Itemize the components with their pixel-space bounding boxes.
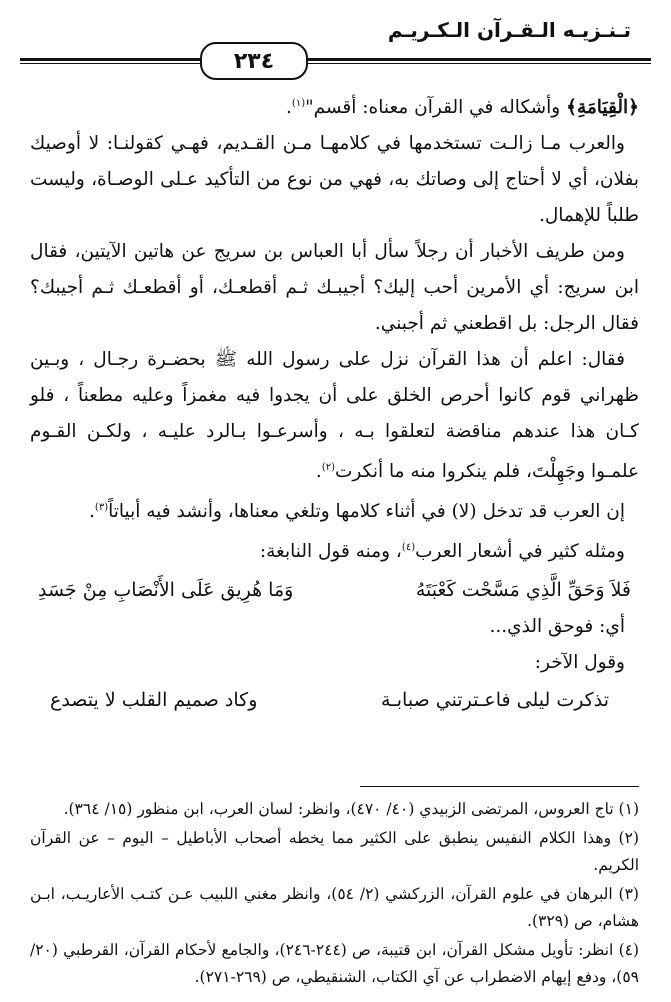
quran-word: ﴿الْقِيَامَةِ﴾: [566, 97, 639, 119]
verse-2: [30, 681, 639, 719]
paragraph-1-text: وأشكاله في القرآن معناه: أقسم": [305, 97, 567, 119]
footnote-separator: [360, 786, 639, 787]
footnote-ref-1: (١): [291, 98, 306, 109]
running-header-title: تـنـزيـه الـقـرآن الـكـريـم: [387, 18, 631, 42]
header-rule-thick: [20, 58, 651, 61]
footnote-2: (٢) وهذا الكلام النفيس ينطبق على الكثير مما يخطه أصحاب الأباطيل – اليوم – عن القرآن الكريم.: [30, 829, 639, 874]
verse-2-first-hemistich: تذكرت ليلى فاعـترتني صبابـة: [381, 688, 609, 711]
paragraph-4-end: .: [315, 461, 322, 483]
paragraph-3: ومن طريف الأخبار أن رجلاً سأل أبا العباس بن سريج عن هاتين الآيتين، فقال ابن سريج: أي الأمرين أحب إليك؟ أجيبـك ثـم أقطعـك، أو أقطعـك ثـم أجيبك؟ فقال الرجل: بل اقطعني ثم أجبني.: [30, 241, 639, 335]
paragraph-5-end: .: [89, 501, 95, 523]
footnote-3: (٣) البرهان في علوم القرآن، الزركشي (٢/ ٥٤)، وانظر مغني اللبيب عـن كتـب الأعاريـب، ابـن هشام، ص (٣٢٩).: [30, 885, 639, 930]
paragraph-4-text: فقال: اعلم أن هذا القرآن نزل على رسول الله ﷺ بحضـرة رجـال ، وبـين ظهراني قوم كانوا أحرص الخلق على أن يجدوا فيه مغمزاً وعليه مطعناً ، فلو كـان هذا عندهم مناقضة لتعلقوا بـه ، وأسرعـوا بـالرد عليـه ، ولكـن القـوم علمـوا وجَهِلْتَ، فلم ينكروا منه ما أنكرت: [30, 349, 639, 483]
paragraph-6-text-b: ، ومنه قول النابغة:: [259, 541, 402, 563]
footnote-4: (٤) انظر: تأويل مشكل القرآن، ابن قتيبة، ص (٢٤٤-٢٤٦)، والجامع لأحكام القرآن، القرطبي (٢٠/ ٥٩)، ودفع إيهام الاضطراب عن آي الكتاب، الشنقيطي، ص (٢٦٩-٢٧١).: [30, 941, 640, 986]
paragraph-5-text: إن العرب قد تدخل (لا) في أثناء كلامها وتلغي معناها، وأنشد فيه أبياتاً: [108, 501, 625, 523]
paragraph-6-text-a: ومثله كثير في أشعار العرب: [415, 541, 625, 563]
paragraph-1: [30, 86, 639, 126]
paragraph-6: [30, 530, 639, 570]
footnote-ref-4: (٤): [401, 542, 416, 554]
verse-1: [30, 571, 639, 609]
page-number: ٢٣٤: [200, 42, 308, 80]
header-rule-thin: [20, 63, 651, 64]
verse-2-second-hemistich: وكاد صميم القلب لا يتصدع: [50, 688, 258, 711]
main-text: [30, 86, 639, 719]
paragraph-4: [30, 342, 639, 490]
footnote-ref-2: (٢): [321, 462, 335, 474]
paragraph-5: [30, 490, 639, 530]
footnote-ref-3: (٣): [94, 502, 109, 514]
paragraph-7: أي: فوحق الذي...: [489, 615, 625, 637]
paragraph-1-end: .: [286, 97, 292, 119]
footnote-1: (١) تاج العروس، المرتضى الزبيدي (٤٠/ ٤٧٠)، وانظر: لسان العرب، ابن منظور (١٥/ ٣٦٤).: [63, 800, 639, 818]
verse-1-second-hemistich: وَمَا هُرِيق عَلَى الأَنْصَابِ مِنْ جَسَدِ: [38, 578, 294, 601]
paragraph-8: وقول الآخر:: [534, 651, 625, 673]
footnotes: [30, 796, 639, 993]
verse-1-first-hemistich: فَلاَ وَحَقِّ الَّذِي مَسَّحْت كَعْبَتَهُ: [415, 578, 631, 601]
paragraph-2: والعرب مـا زالـت تستخدمها في كلامهـا مـن القـديم، فهـي كقولنـا: لا أوصيك بفلان، أي لا أحتاج إلى وصاتك به، فهي من نوع من التأكيد عـلى الوصـاة، وليست طلباً للإهمال.: [30, 133, 639, 227]
